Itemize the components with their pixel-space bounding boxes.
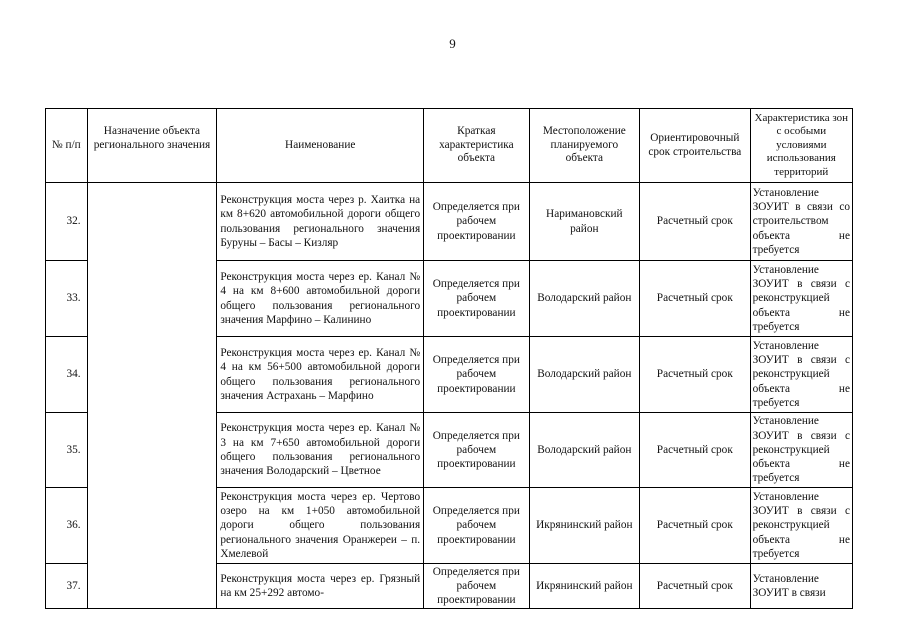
object-name: Реконструкция моста через ер. Канал № 4 на км 56+500 автомобильной дороги общего пользования регионального значения Астрахань – Марфино: [217, 337, 424, 413]
zone-characteristic: Установление ЗОУИТ в связи с реконструкцией объекта не требуется: [750, 337, 852, 413]
row-number: 32.: [46, 183, 88, 261]
object-characteristic: Определяется при рабочем проектировании: [424, 488, 529, 564]
header-characteristic: Краткая характеристика объекта: [424, 109, 529, 183]
object-characteristic: Определяется при рабочем проектировании: [424, 413, 529, 488]
header-number: № п/п: [46, 109, 88, 183]
object-location: Володарский район: [529, 337, 640, 413]
zone-characteristic: Установление ЗОУИТ в связи с реконструкцией объекта не требуется: [750, 413, 852, 488]
construction-term: Расчетный срок: [640, 261, 751, 337]
header-zone: Характеристика зон с особыми условиями использования территорий: [750, 109, 852, 183]
zone-characteristic: Установление ЗОУИТ в связи: [750, 564, 852, 609]
regional-objects-table: [45, 108, 853, 609]
object-location: Володарский район: [529, 413, 640, 488]
object-name: Реконструкция моста через ер. Чертово озеро на км 1+050 автомобильной дороги общего пользования регионального значения Оранжереи – п. Хмелевой: [217, 488, 424, 564]
table-header-row: [46, 109, 853, 183]
object-name: Реконструкция моста через р. Хаитка на км 8+620 автомобильной дороги общего пользования регионального значения Буруны – Басы – Кизляр: [217, 183, 424, 261]
object-name: Реконструкция моста через ер. Канал № 3 на км 7+650 автомобильной дороги общего пользования регионального значения Володарский – Цветное: [217, 413, 424, 488]
row-number: 37.: [46, 564, 88, 609]
object-characteristic: Определяется при рабочем проектировании: [424, 183, 529, 261]
header-purpose: Назначение объекта регионального значения: [87, 109, 217, 183]
object-name: Реконструкция моста через ер. Грязный на км 25+292 автомо-: [217, 564, 424, 609]
header-name: Наименование: [217, 109, 424, 183]
zone-characteristic: Установление ЗОУИТ в связи с реконструкцией объекта не требуется: [750, 488, 852, 564]
object-location: Володарский район: [529, 261, 640, 337]
object-characteristic: Определяется при рабочем проектировании: [424, 261, 529, 337]
header-location: Местоположение планируемого объекта: [529, 109, 640, 183]
header-term: Ориентировочный срок строительства: [640, 109, 751, 183]
object-name: Реконструкция моста через ер. Канал № 4 на км 8+600 автомобильной дороги общего пользования регионального значения Марфино – Калинино: [217, 261, 424, 337]
construction-term: Расчетный срок: [640, 183, 751, 261]
object-characteristic: Определяется при рабочем проектировании: [424, 337, 529, 413]
row-number: 36.: [46, 488, 88, 564]
object-characteristic: Определяется при рабочем проектировании: [424, 564, 529, 609]
construction-term: Расчетный срок: [640, 488, 751, 564]
page-number: 9: [449, 36, 456, 51]
row-number: 33.: [46, 261, 88, 337]
object-location: Наримановский район: [529, 183, 640, 261]
zone-characteristic: Установление ЗОУИТ в связи с реконструкцией объекта не требуется: [750, 261, 852, 337]
object-location: Икрянинский район: [529, 564, 640, 609]
construction-term: Расчетный срок: [640, 413, 751, 488]
row-number: 35.: [46, 413, 88, 488]
purpose-cell: [87, 183, 217, 609]
construction-term: Расчетный срок: [640, 564, 751, 609]
table-row: [46, 183, 853, 261]
row-number: 34.: [46, 337, 88, 413]
object-location: Икрянинский район: [529, 488, 640, 564]
zone-characteristic: Установление ЗОУИТ в связи со строительством объекта не требуется: [750, 183, 852, 261]
construction-term: Расчетный срок: [640, 337, 751, 413]
